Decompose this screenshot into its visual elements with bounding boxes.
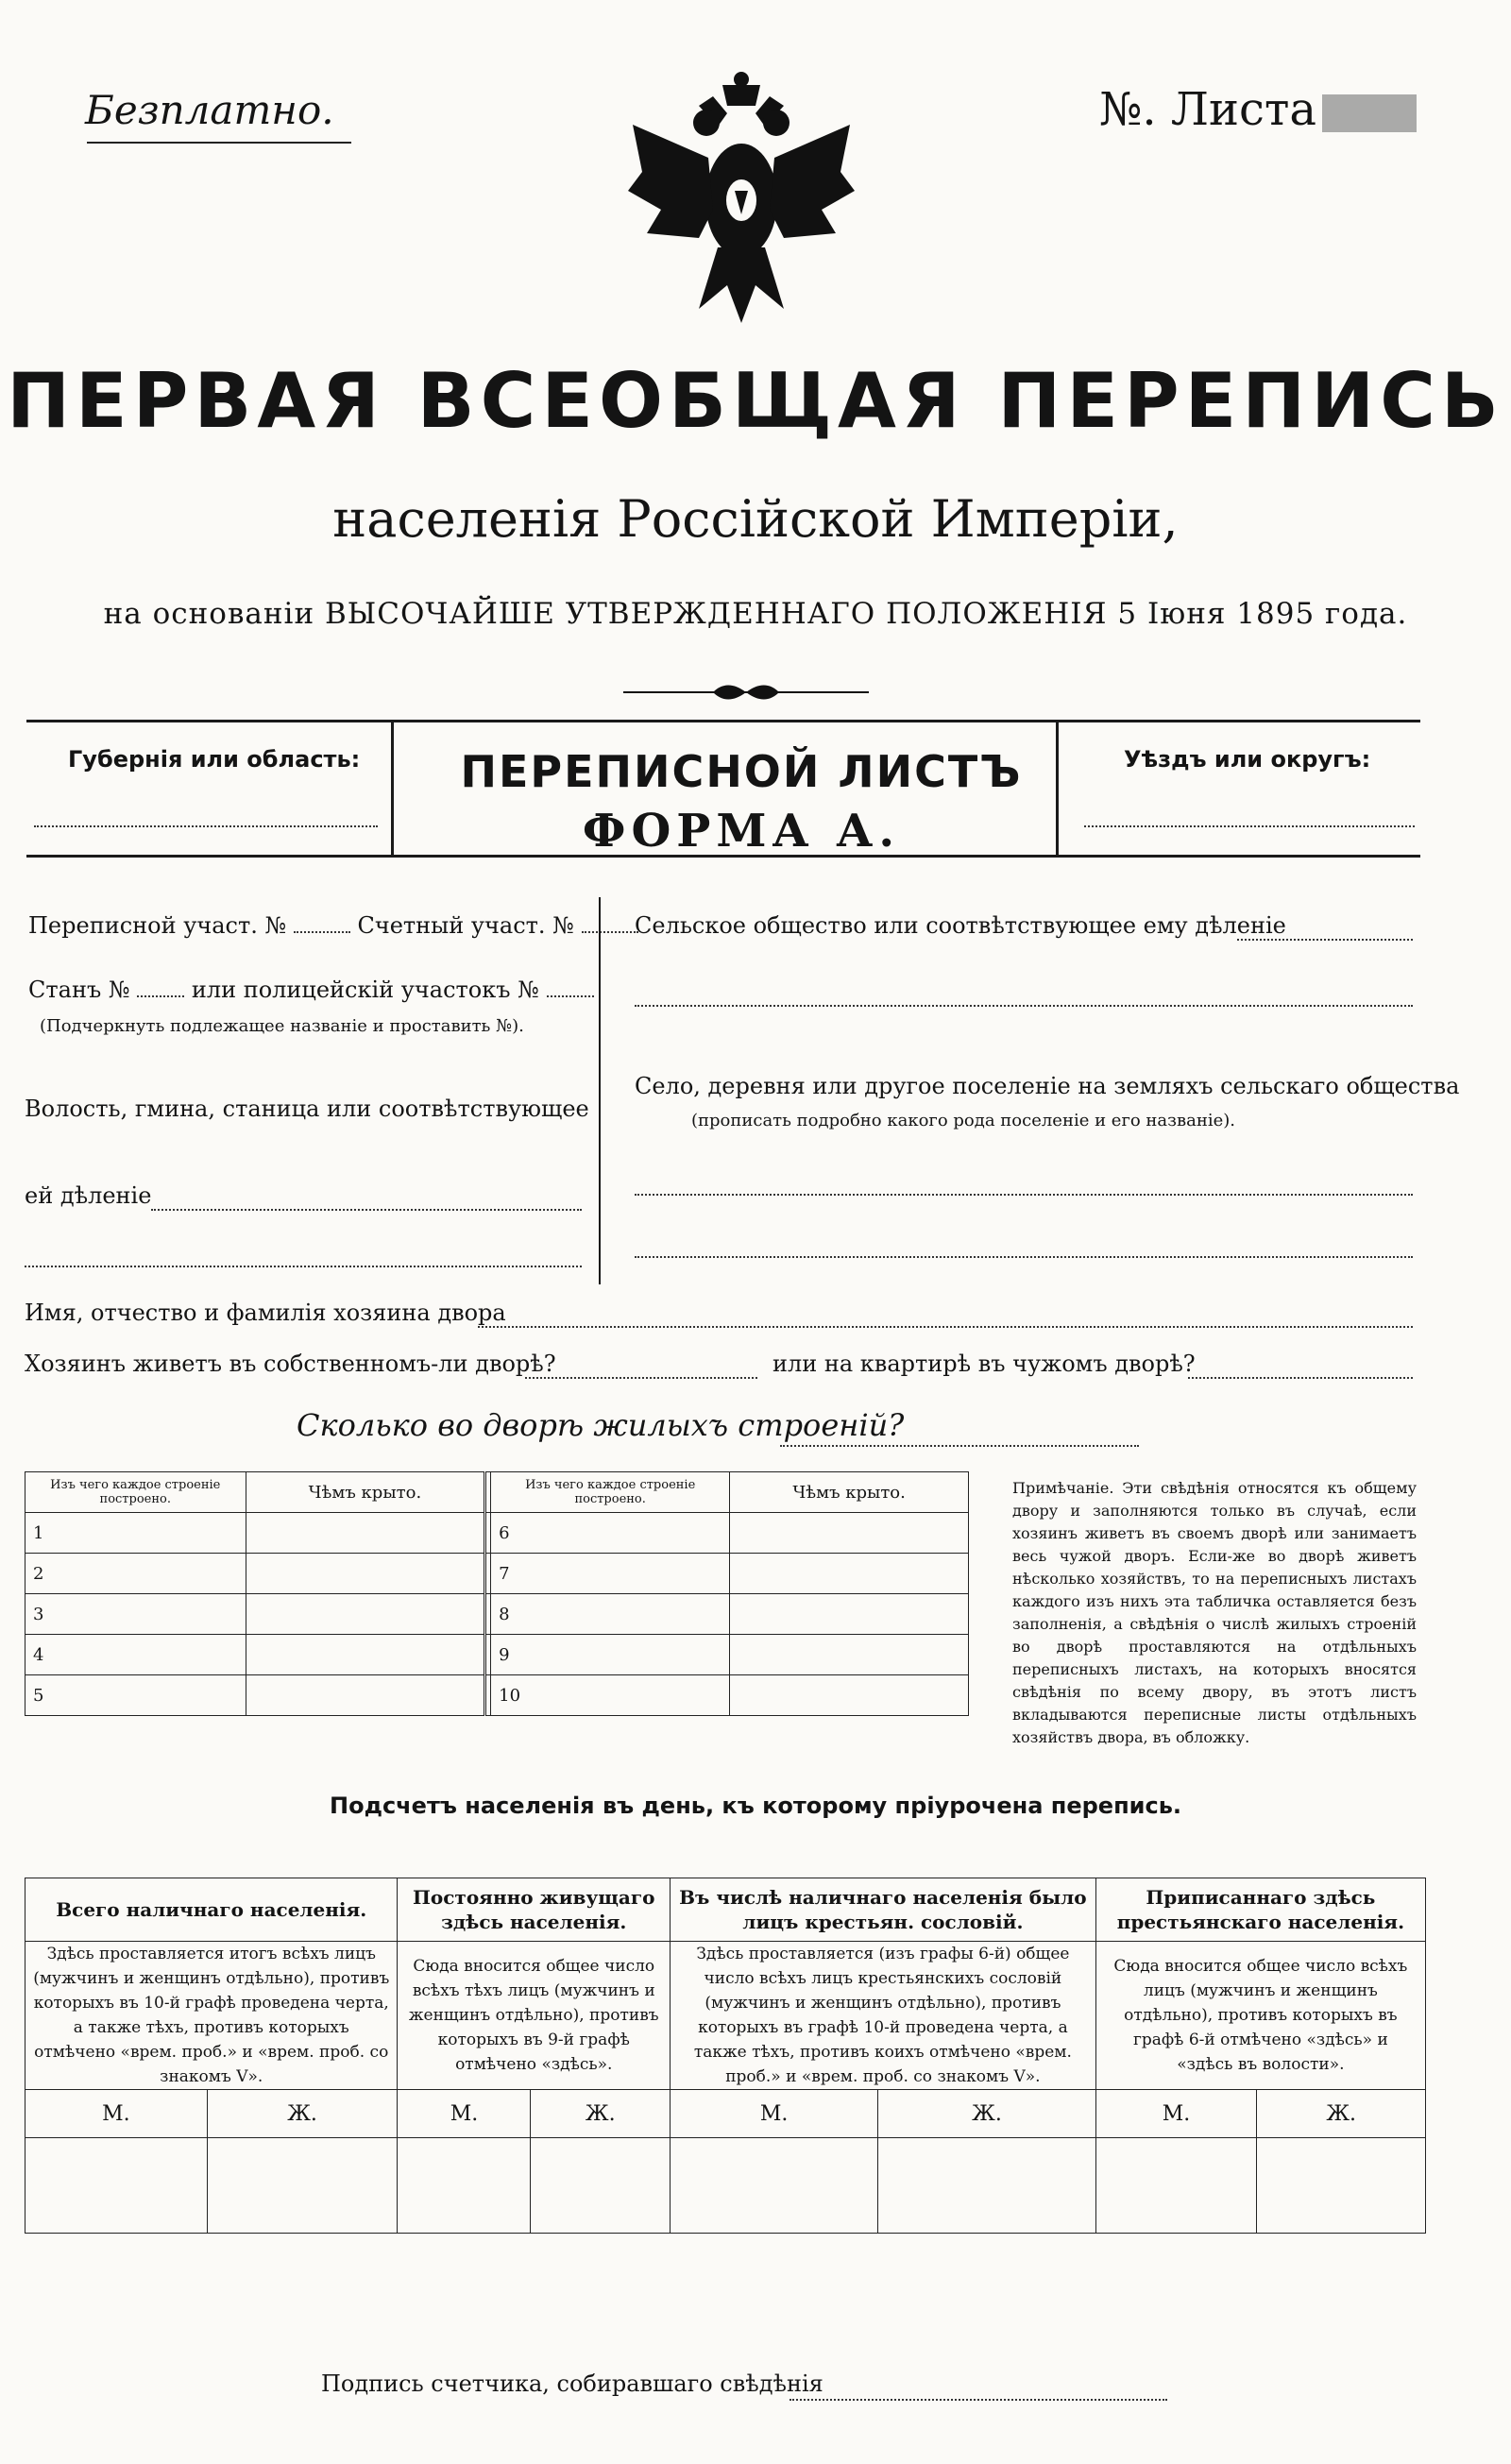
buildings-note: Примѣчаніе. Эти свѣдѣнія относятся къ общему двору и заполняются только въ случаѣ, если хозяинъ живетъ въ своемъ дворѣ или занимаетъ весь чужой дворъ. Если-же во дворѣ живетъ нѣсколько хозяйствъ, то на переписныхъ листахъ каждого изъ нихъ эта табличка оставляется безъ заполненія, а свѣдѣнія о числѣ жилыхъ строеній во дворѣ проставляются на отдѣльныхъ переписныхъ листахъ, на которыхъ вносятся свѣдѣнія по всему двору, въ этотъ листъ вкладываются переписные листы отдѣльныхъ хозяйствъ двора, въ обложку. (1012, 1479, 1417, 1746)
buildings-col-material-right: Изъ чего каждое строеніе построено. (491, 1472, 730, 1513)
population-count-heading: Подсчетъ населенія въ день, къ которому пріурочена перепись. (330, 1793, 1181, 1819)
buildings-row[interactable]: 4 9 (25, 1635, 969, 1675)
male-header: М. (398, 2090, 531, 2138)
population-count-table (25, 1878, 1426, 2234)
peasant-present-female-cell[interactable] (878, 2138, 1096, 2234)
stan-label: Станъ № или полицейскій участокъ № (28, 977, 594, 1003)
col-permanent-desc: Сюда вносится общее число всѣхъ тѣхъ лицъ (мужчинъ и женщинъ отдѣльно), противъ которыхъ въ 9-й графѣ отмѣчено «здѣсь». (398, 1942, 671, 2090)
census-section-label: Переписной участ. № Счетный участ. № (28, 912, 638, 939)
female-header: Ж. (1257, 2090, 1426, 2138)
village-note: (прописать подробно какого рода поселеніе и его названіе). (691, 1111, 1235, 1130)
peasant-present-male-cell[interactable] (671, 2138, 878, 2234)
peasant-registered-male-cell[interactable] (1095, 2138, 1257, 2234)
village-field[interactable] (635, 1194, 1413, 1196)
buildings-col-material-left: Изъ чего каждое строеніе построено. (25, 1472, 246, 1513)
province-field[interactable] (34, 825, 378, 827)
volost-field[interactable] (151, 1209, 582, 1211)
village-label: Село, деревня или другое поселеніе на земляхъ сельскаго общества (635, 1073, 1460, 1099)
col-total-present-title: Всего наличнаго населенія. (25, 1878, 398, 1942)
col-peasant-present-desc: Здѣсь проставляется (изъ графы 6-й) общее число всѣхъ лицъ крестьянскихъ сословій (мужчинъ и женщинъ отдѣльно), противъ которыхъ въ графѣ 10-й проведена черта, а также тѣхъ, противъ коихъ отмѣчено «врем. проб.» и «врем. проб. со знакомъ V». (671, 1942, 1096, 2090)
female-header: Ж. (207, 2090, 398, 2138)
header-box-top (26, 720, 1420, 722)
buildings-table (25, 1471, 969, 1716)
volost-label: Волость, гмина, станица или соотвѣтствующее (25, 1096, 589, 1122)
double-headed-eagle-emblem (623, 68, 859, 332)
district-field[interactable] (1084, 825, 1415, 827)
total-present-female-cell[interactable] (207, 2138, 398, 2234)
or-rented-label: или на квартирѣ въ чужомъ дворѣ? (772, 1351, 1196, 1377)
female-header: Ж. (531, 2090, 671, 2138)
buildings-col-roof-right: Чѣмъ крыто. (730, 1472, 969, 1513)
owner-lives-own-field[interactable] (525, 1377, 757, 1379)
peasant-registered-female-cell[interactable] (1257, 2138, 1426, 2234)
sheet-number-stamp (1322, 94, 1417, 132)
volost-field-2[interactable] (25, 1266, 582, 1267)
sheet-number-label: №. Листа (1098, 83, 1316, 136)
free-underline (87, 142, 351, 144)
permanent-female-cell[interactable] (531, 2138, 671, 2234)
total-present-male-cell[interactable] (25, 2138, 208, 2234)
col-peasant-present-title: Въ числѣ наличнаго населенія было лицъ крестьян. сословій. (671, 1878, 1096, 1942)
signature-field[interactable] (789, 2399, 1167, 2401)
census-basis: на основаніи ВЫСОЧАЙШЕ УТВЕРЖДЕННАГО ПОЛОЖЕНІЯ 5 Іюня 1895 года. (103, 597, 1408, 631)
fields-divider (599, 897, 601, 1284)
buildings-row[interactable]: 1 6 (25, 1513, 969, 1554)
free-label: Безплатно. (85, 87, 334, 133)
district-label: Уѣздъ или округъ: (1124, 746, 1371, 773)
sheet-number (1099, 83, 1417, 136)
volost-cont-label: ей дѣленіе (25, 1182, 152, 1209)
col-peasant-registered-title: Приписаннаго здѣсь престьянскаго населенія. (1095, 1878, 1425, 1942)
buildings-row[interactable]: 2 7 (25, 1554, 969, 1594)
male-header: М. (1095, 2090, 1257, 2138)
rural-society-field[interactable] (1237, 939, 1413, 941)
ornament-divider (623, 678, 869, 706)
male-header: М. (671, 2090, 878, 2138)
male-header: М. (25, 2090, 208, 2138)
sheet-title: ПЕРЕПИСНОЙ ЛИСТЪ (460, 746, 1023, 797)
rural-society-label: Сельское общество или соотвѣтствующее ему дѣленіе (635, 912, 1286, 939)
owner-name-label: Имя, отчество и фамилія хозяина двора (25, 1300, 506, 1326)
signature-label: Подпись счетчика, собиравшаго свѣдѣнія (321, 2371, 823, 2397)
census-subtitle: населенія Россійской Имперіи, (332, 489, 1179, 549)
buildings-row[interactable]: 5 10 (25, 1675, 969, 1716)
col-total-present-desc: Здѣсь проставляется итогъ всѣхъ лицъ (мужчинъ и женщинъ отдѣльно), противъ которыхъ въ 10-й графѣ проведена черта, а также тѣхъ, противъ которыхъ отмѣчено «врем. проб.» и «врем. проб. со знакомъ V». (25, 1942, 398, 2090)
village-field-2[interactable] (635, 1256, 1413, 1258)
header-box-divider-left (391, 720, 394, 858)
buildings-col-roof-left: Чѣмъ крыто. (246, 1472, 485, 1513)
stan-note: (Подчеркнуть подлежащее названіе и проставить №). (40, 1016, 524, 1036)
form-label: ФОРМА А. (582, 805, 901, 858)
rural-society-field-2[interactable] (635, 1005, 1413, 1007)
col-peasant-registered-desc: Сюда вносится общее число всѣхъ лицъ (мужчинъ и женщинъ отдѣльно), противъ которыхъ въ графѣ 6-й отмѣчено «здѣсь» и «здѣсь въ волости». (1095, 1942, 1425, 2090)
col-permanent-title: Постоянно живущаго здѣсь населенія. (398, 1878, 671, 1942)
or-rented-field[interactable] (1188, 1377, 1413, 1379)
census-title: ПЕРВАЯ ВСЕОБЩАЯ ПЕРЕПИСЬ (7, 357, 1504, 445)
buildings-question: Сколько во дворѣ жилыхъ строеній? (297, 1407, 905, 1443)
buildings-row[interactable]: 3 8 (25, 1594, 969, 1635)
female-header: Ж. (878, 2090, 1096, 2138)
permanent-male-cell[interactable] (398, 2138, 531, 2234)
province-label: Губернія или область: (68, 746, 361, 773)
buildings-question-field[interactable] (780, 1445, 1139, 1447)
owner-name-field[interactable] (478, 1326, 1413, 1328)
owner-lives-own-label: Хозяинъ живетъ въ собственномъ-ли дворѣ? (25, 1351, 556, 1377)
